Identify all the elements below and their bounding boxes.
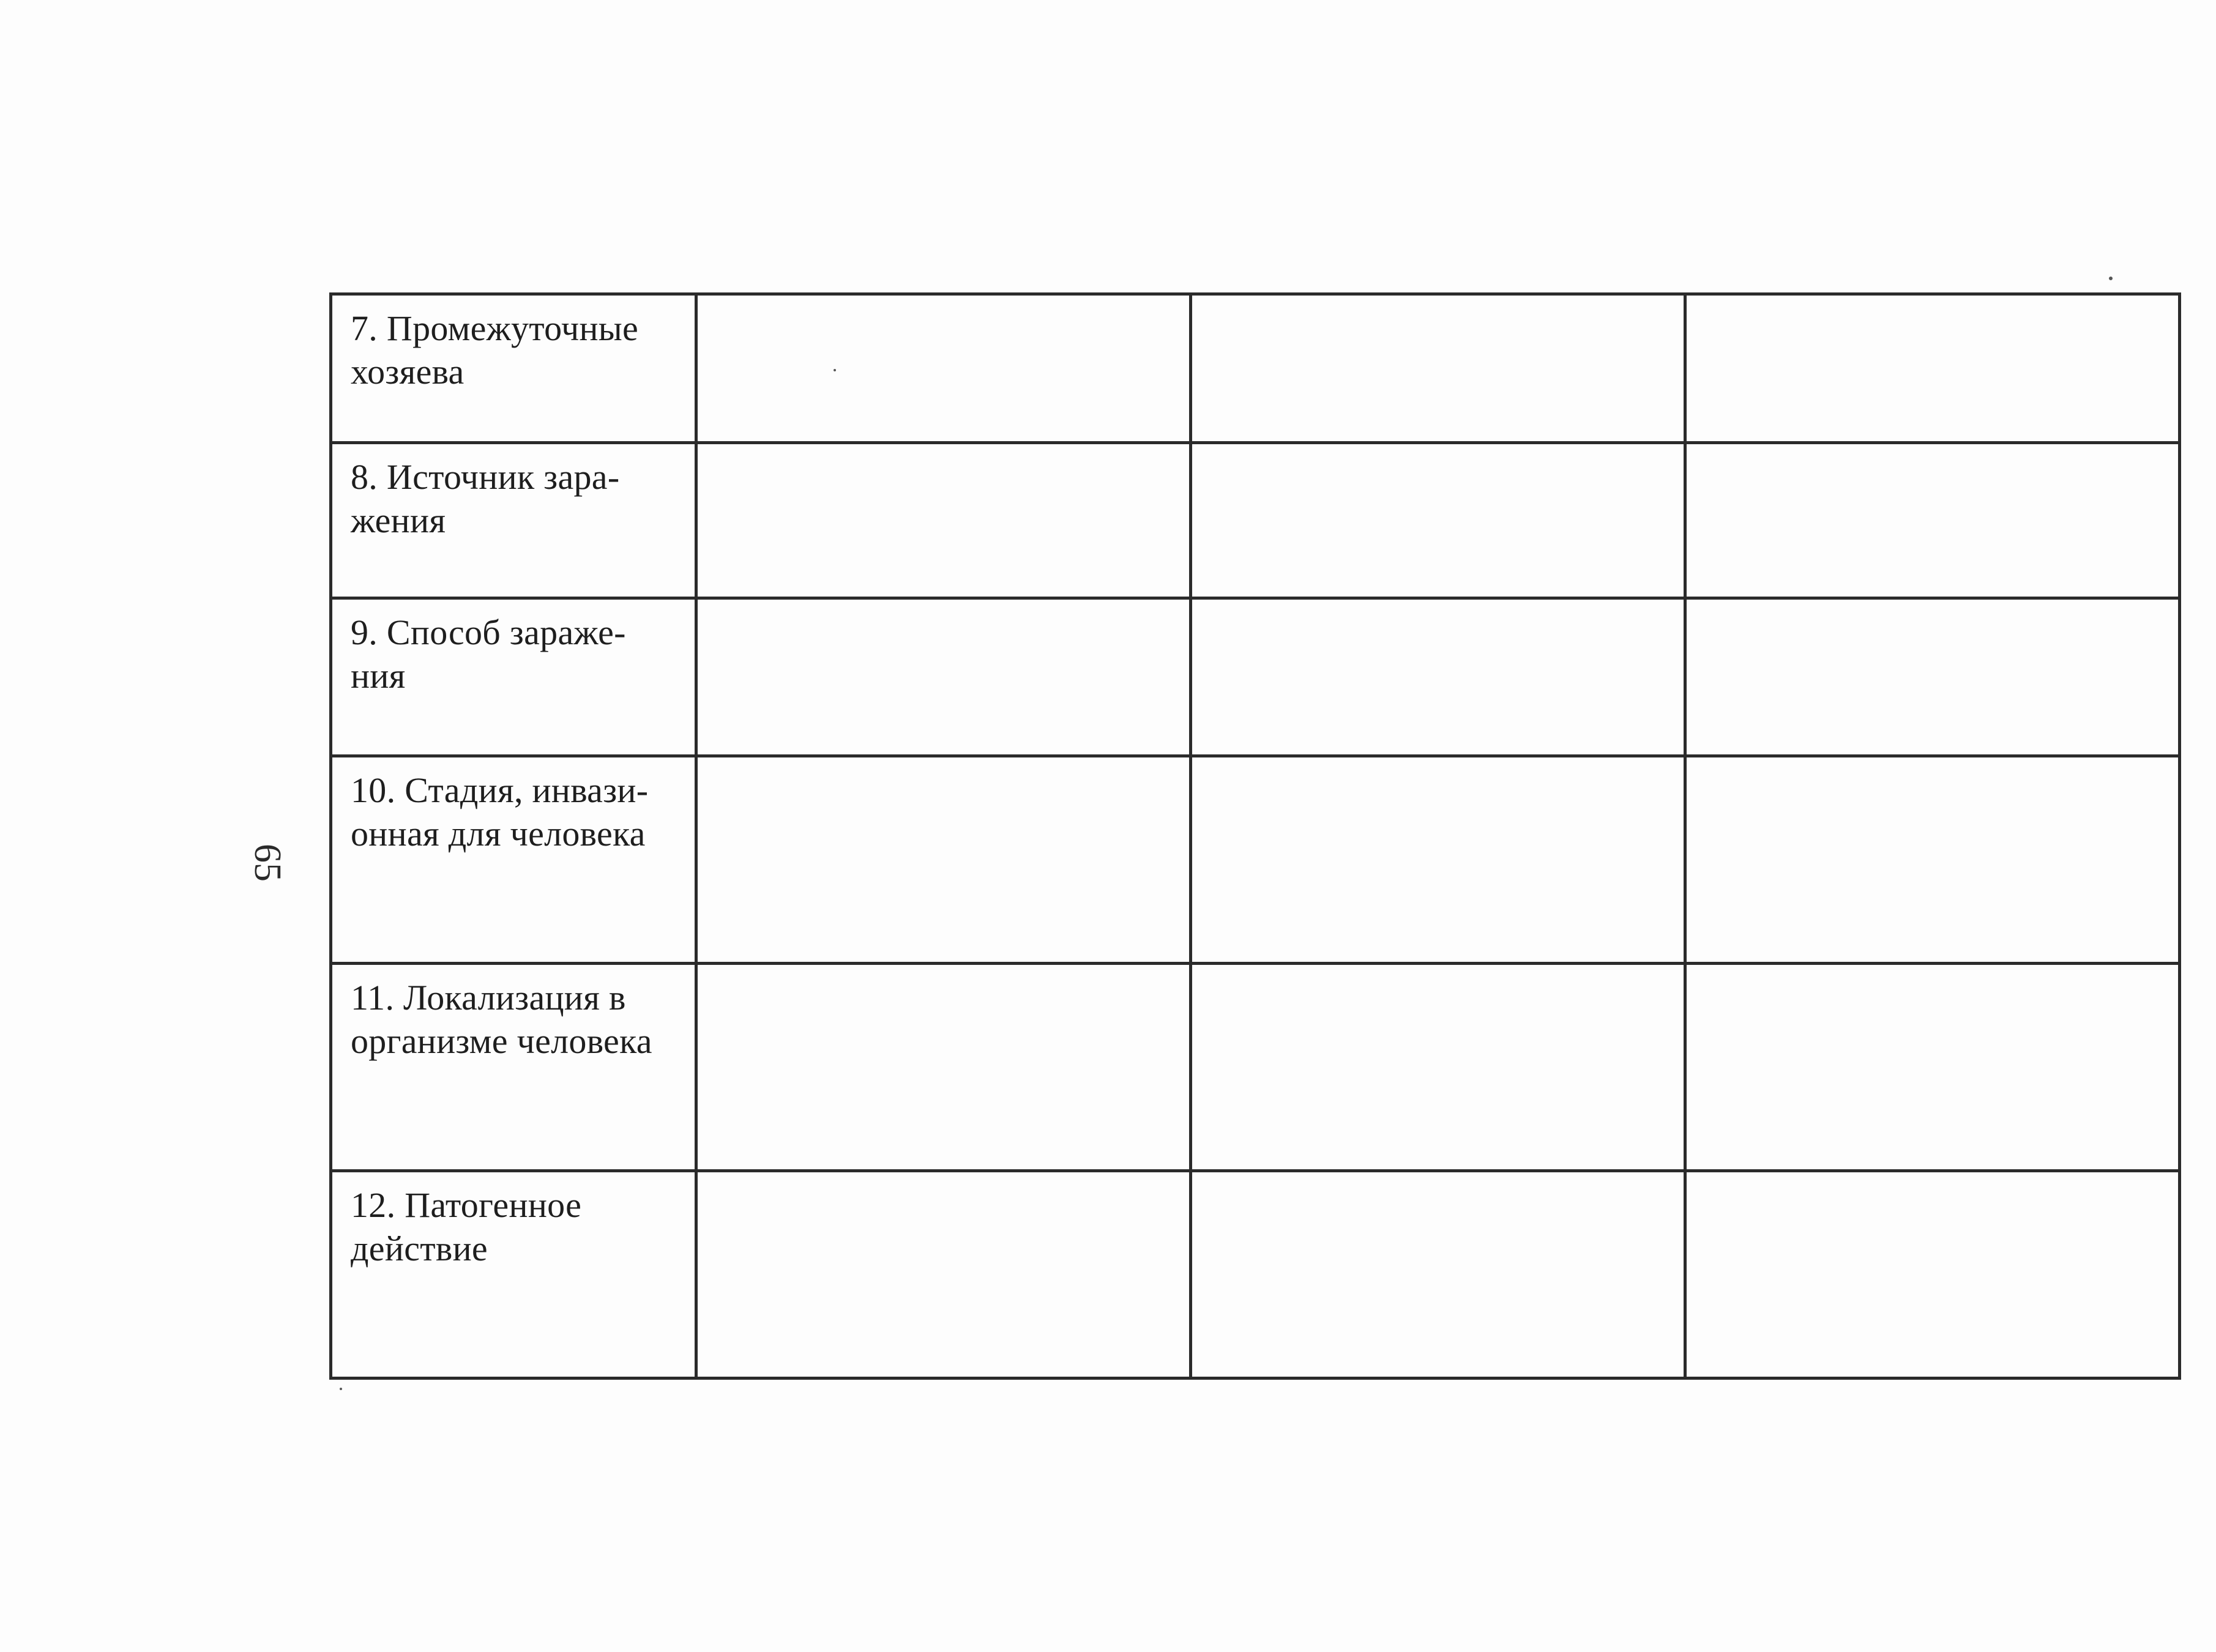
- row-label: 10. Стадия, инвази-онная для человека: [351, 770, 649, 854]
- form-table: [329, 292, 2181, 1380]
- blank-cell: [696, 756, 1191, 964]
- table-row: [331, 1171, 2180, 1379]
- blank-cell: [696, 294, 1191, 443]
- row-label-cell: [331, 294, 696, 443]
- blank-cell: [1191, 756, 1685, 964]
- row-label-cell: [331, 756, 696, 964]
- table-row: [331, 964, 2180, 1171]
- blank-cell: [1191, 1171, 1685, 1379]
- blank-cell: [696, 443, 1191, 598]
- blank-cell: [1191, 443, 1685, 598]
- blank-cell: [1685, 294, 2180, 443]
- row-label-cell: [331, 598, 696, 756]
- table-row: [331, 443, 2180, 598]
- page-number: 65: [247, 844, 288, 882]
- blank-cell: [696, 1171, 1191, 1379]
- row-label: 7. Промежуточные хозяева: [351, 308, 639, 392]
- table-row: [331, 598, 2180, 756]
- scan-speck: [834, 369, 836, 371]
- blank-cell: [1685, 964, 2180, 1171]
- row-label-cell: [331, 1171, 696, 1379]
- row-label: 9. Способ зараже-ния: [351, 612, 626, 696]
- scan-speck: [340, 1388, 342, 1390]
- row-label: 11. Локализация в организме человека: [351, 978, 652, 1061]
- blank-cell: [1191, 294, 1685, 443]
- row-label: 8. Источник зара-жения: [351, 457, 620, 540]
- table-row: [331, 294, 2180, 443]
- blank-cell: [1191, 964, 1685, 1171]
- blank-cell: [1685, 443, 2180, 598]
- table-row: [331, 756, 2180, 964]
- scan-speck: [2109, 277, 2113, 280]
- row-label: 12. Патогенное действие: [351, 1185, 582, 1268]
- blank-cell: [696, 964, 1191, 1171]
- blank-cell: [1685, 598, 2180, 756]
- blank-cell: [1685, 756, 2180, 964]
- blank-cell: [696, 598, 1191, 756]
- blank-cell: [1685, 1171, 2180, 1379]
- blank-cell: [1191, 598, 1685, 756]
- row-label-cell: [331, 964, 696, 1171]
- row-label-cell: [331, 443, 696, 598]
